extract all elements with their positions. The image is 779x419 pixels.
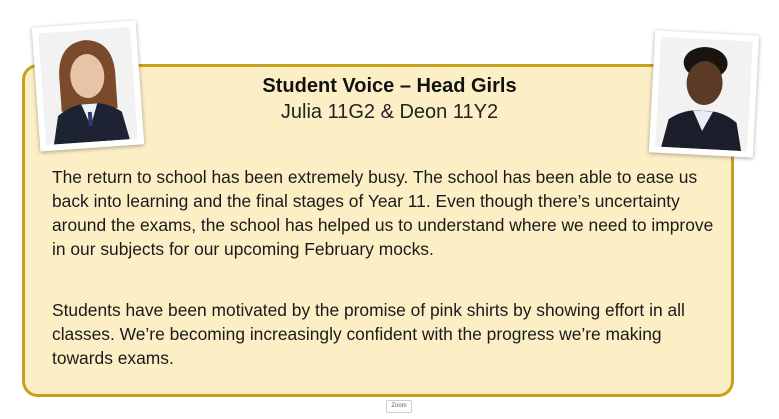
zoom-button[interactable]: Zoom <box>386 400 412 413</box>
portrait-photo-julia <box>32 21 144 152</box>
paragraph-motivation: Students have been motivated by the promise of pink shirts by showing effort in all classes. We’re becoming increasingly confident with the progress we’re making towards exams. <box>52 300 685 368</box>
card-title: Student Voice – Head Girls <box>262 75 517 97</box>
portrait-photo-deon <box>649 30 759 157</box>
card-subtitle: Julia 11G2 & Deon 11Y2 <box>280 101 499 123</box>
paragraph-return-to-school: The return to school has been extremely busy. The school has been able to ease us back into learning and the final stages of Year 11. Even though there’s uncertainty around the exams, the school has helped us to understand where we need to improve in our subjects for our upcoming February mocks. <box>52 167 714 259</box>
